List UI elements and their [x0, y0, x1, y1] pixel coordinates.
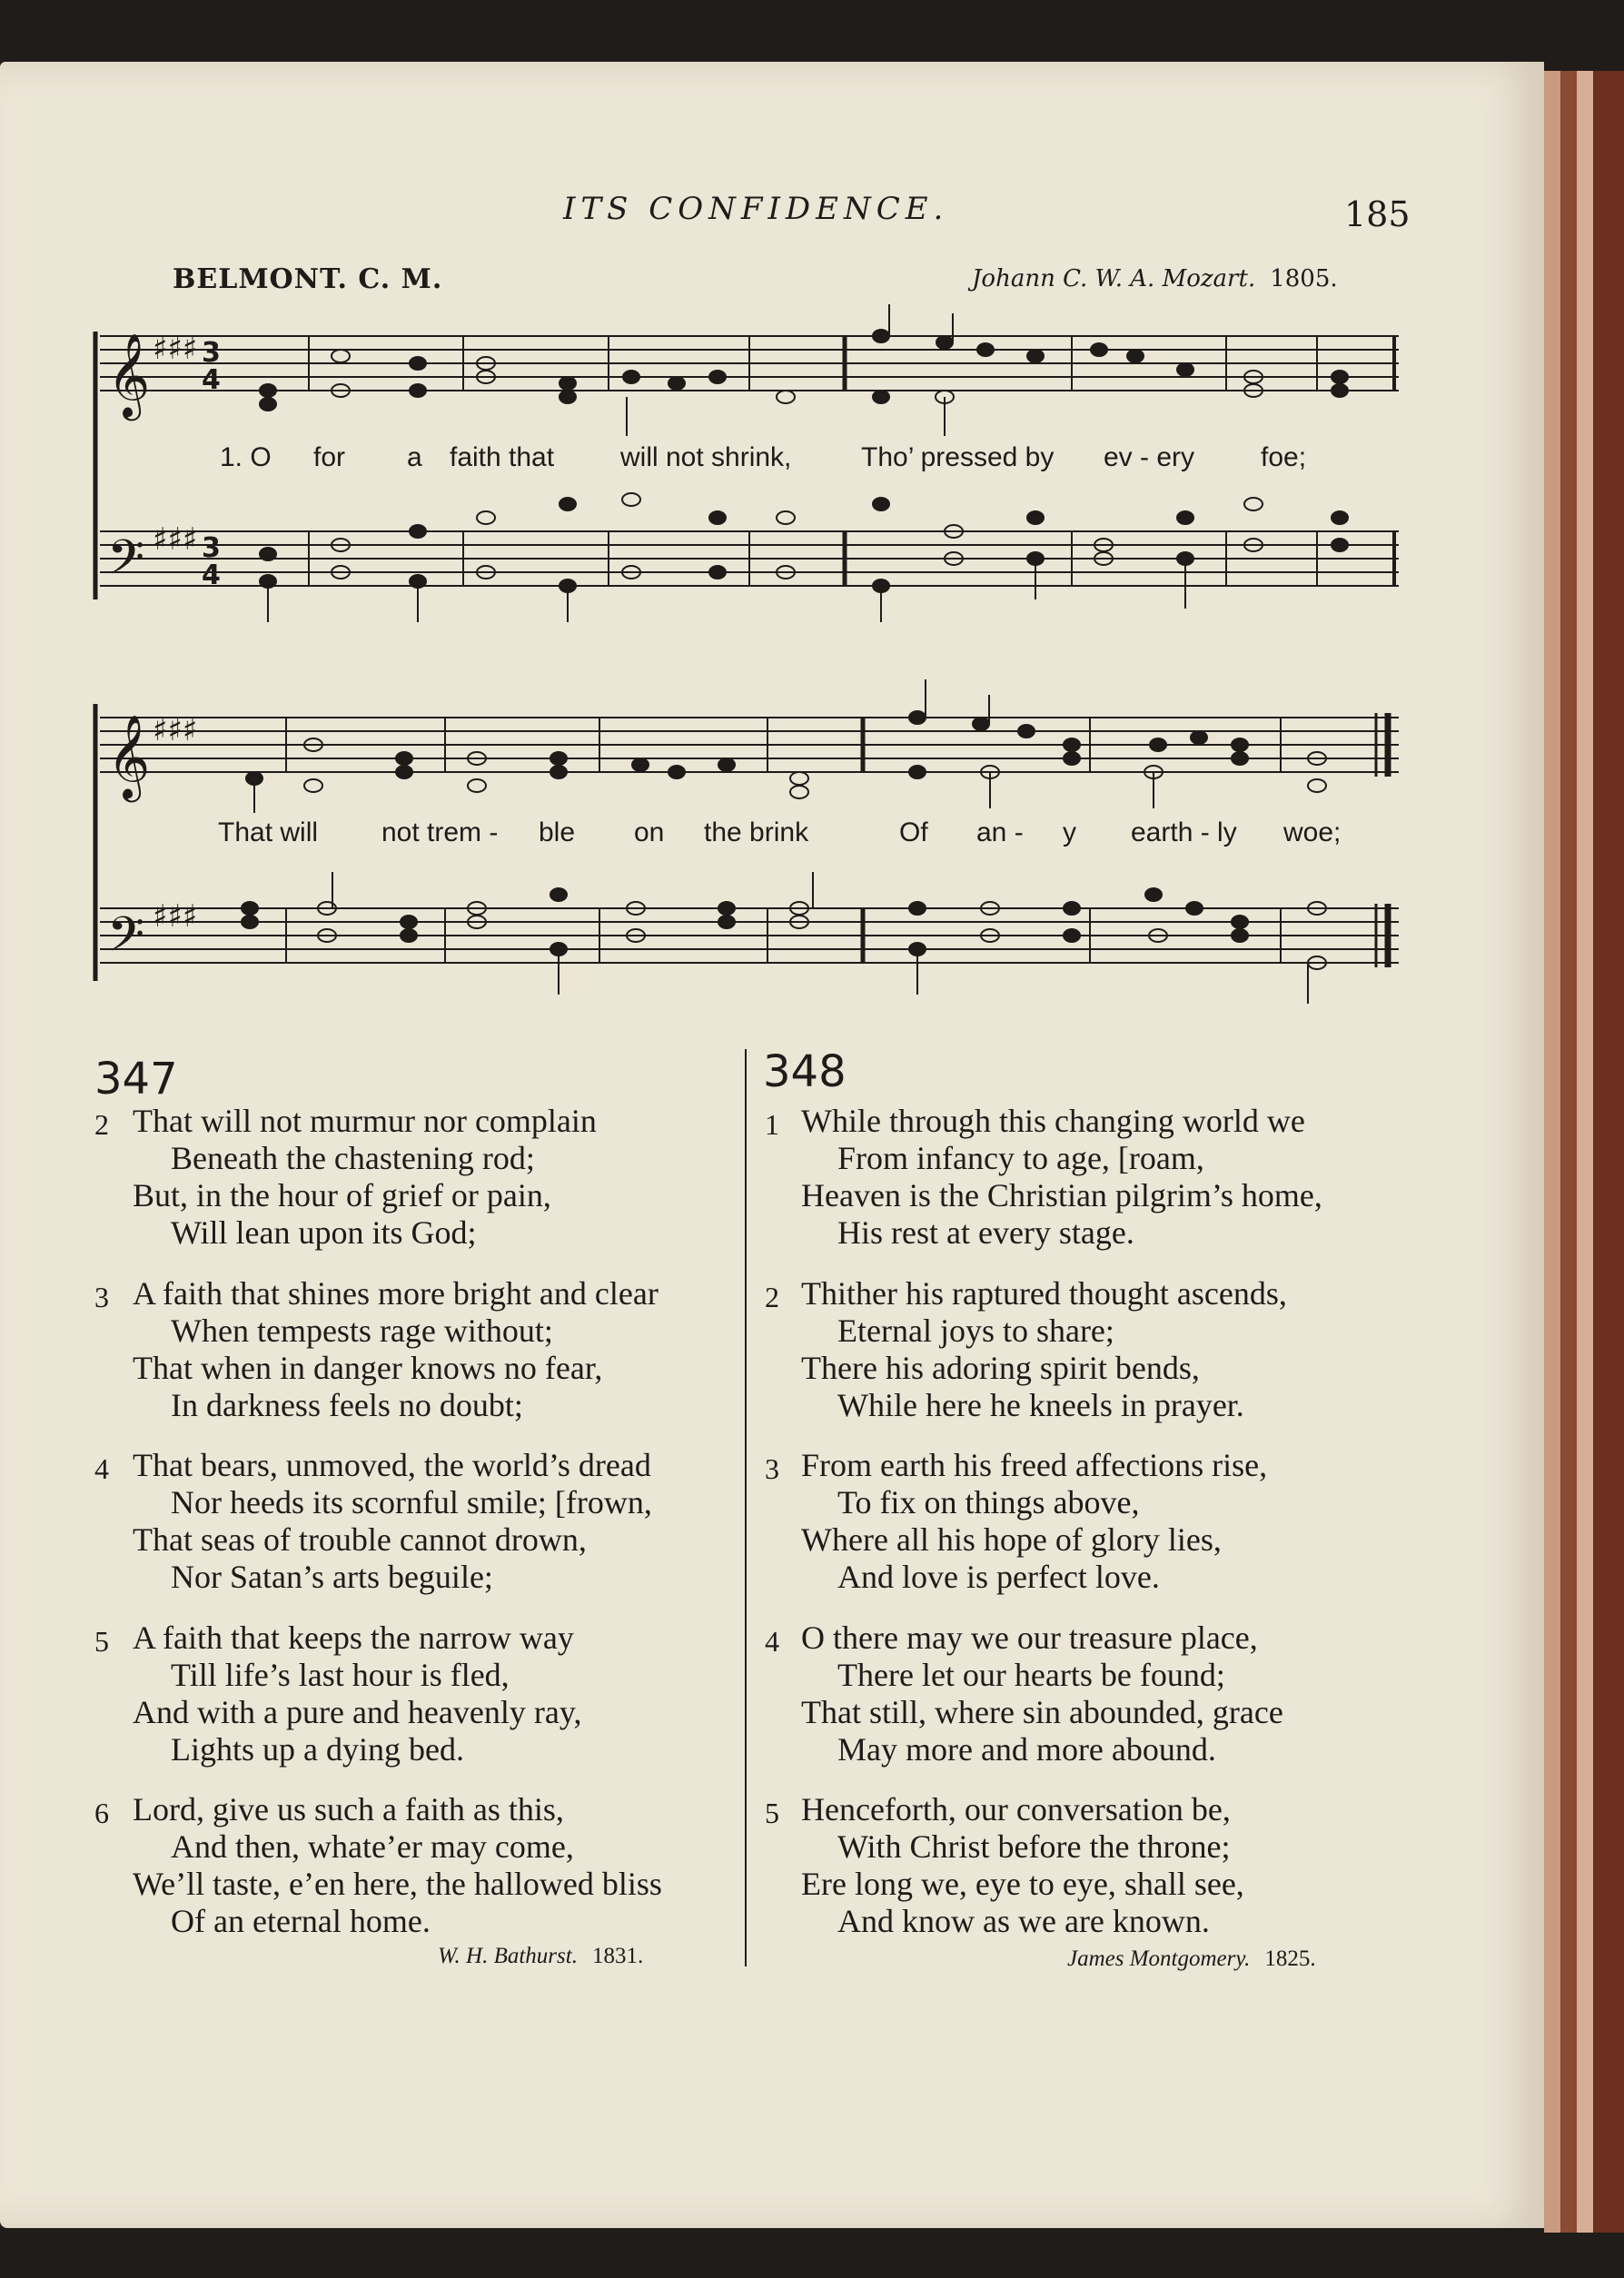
verse-line: Lights up a dying bed.: [171, 1731, 464, 1768]
key-signature: ♯♯♯: [153, 521, 198, 558]
treble-staff: [100, 718, 1399, 772]
lyric-syllable: an -: [976, 817, 1024, 847]
verse-line: Will lean upon its God;: [171, 1214, 477, 1251]
verse-line: And with a pure and heavenly ray,: [133, 1694, 582, 1730]
musical-score: [0, 291, 1544, 1017]
lyric-syllable: on: [634, 817, 665, 847]
key-signature: ♯♯♯: [153, 331, 198, 367]
verse-line: There his adoring spirit bends,: [801, 1350, 1200, 1386]
verse-line: Beneath the chastening rod;: [171, 1140, 535, 1176]
verse-line: Nor Satan’s arts beguile;: [171, 1559, 493, 1595]
verse-line: May more and more abound.: [837, 1731, 1216, 1768]
verse-line: Henceforth, our conversation be,: [801, 1791, 1231, 1827]
composer-year: 1805.: [1270, 265, 1338, 292]
treble-clef: 𝄞: [107, 714, 151, 798]
hymn-347-attribution: [438, 1944, 643, 1969]
year: 1825.: [1264, 1946, 1316, 1971]
bass-clef: 𝄢: [107, 530, 145, 598]
time-sig-bottom: 4: [202, 560, 221, 591]
hymn-number-348: 348: [763, 1046, 847, 1097]
verse-line: But, in the hour of grief or pain,: [133, 1177, 551, 1213]
treble-clef: 𝄞: [107, 332, 151, 417]
tune-composer: [972, 265, 1338, 292]
lyric-syllable: for: [313, 442, 346, 472]
author: James Montgomery.: [1067, 1946, 1251, 1971]
lyric-syllable: y: [1063, 817, 1076, 847]
lyric-syllable: earth - ly: [1131, 817, 1237, 847]
stanza-number: 3: [94, 1281, 109, 1313]
year: 1831.: [591, 1944, 644, 1968]
lyric-syllable: Of: [899, 817, 928, 847]
verse-line: Eternal joys to share;: [837, 1312, 1114, 1349]
verse-line: From earth his freed affections rise,: [801, 1447, 1268, 1483]
stanza-number: 3: [765, 1452, 779, 1485]
verse-line: There let our hearts be found;: [837, 1657, 1225, 1693]
lyric-syllable: woe;: [1283, 817, 1342, 847]
stanza-number: 4: [765, 1625, 779, 1658]
verse-line: His rest at every stage.: [837, 1214, 1134, 1251]
verse-line: From infancy to age, [roam,: [837, 1140, 1204, 1176]
verse-line: That will not murmur nor complain: [133, 1103, 597, 1139]
verse-line: A faith that shines more bright and clear: [133, 1275, 659, 1312]
composer-name: Johann C. W. A. Mozart.: [972, 265, 1256, 292]
lyric-syllable: will not shrink,: [620, 442, 792, 472]
stanza-number: 2: [94, 1108, 109, 1141]
verse-line: Of an eternal home.: [171, 1903, 431, 1939]
verse-line: With Christ before the throne;: [837, 1828, 1231, 1865]
key-signature: ♯♯♯: [153, 898, 198, 935]
stanza-number: 4: [94, 1452, 109, 1485]
verse-line: Where all his hope of glory lies,: [801, 1521, 1222, 1558]
verse-line: To fix on things above,: [837, 1484, 1140, 1520]
lyric-syllable: the brink: [704, 817, 809, 847]
verse-line: Ere long we, eye to eye, shall see,: [801, 1866, 1244, 1902]
verse-line: While through this changing world we: [801, 1103, 1305, 1139]
treble-notes: [246, 679, 1326, 813]
time-sig-bottom: 4: [202, 364, 221, 396]
verse-line: We’ll taste, e’en here, the hallowed bliss: [133, 1866, 662, 1902]
stanza-number: 2: [765, 1281, 779, 1313]
bass-clef: 𝄢: [107, 907, 145, 975]
lyric-syllable: Tho’ pressed by: [861, 442, 1055, 472]
author: W. H. Bathurst.: [438, 1944, 578, 1968]
clefs: [107, 331, 221, 598]
lyric-syllable: ble: [539, 817, 576, 847]
lyric-syllable: a: [407, 442, 422, 472]
verse-line: In darkness feels no doubt;: [171, 1387, 523, 1423]
page-number: 185: [1344, 194, 1411, 234]
verse-line: That bears, unmoved, the world’s dread: [133, 1447, 651, 1483]
verse-line: Till life’s last hour is fled,: [171, 1657, 510, 1693]
lyric-syllable: That will: [218, 817, 319, 847]
verse-line: And know as we are known.: [837, 1903, 1210, 1939]
tune-name: BELMONT. C. M.: [173, 263, 443, 295]
key-signature: ♯♯♯: [153, 712, 198, 748]
running-title: ITS CONFIDENCE.: [563, 191, 949, 227]
book-cover-edge: [1593, 71, 1624, 2233]
column-divider: [745, 1049, 747, 1966]
verse-line: Nor heeds its scornful smile; [frown,: [171, 1484, 652, 1520]
stanza-number: 5: [94, 1625, 109, 1658]
time-sig-top: 3: [202, 337, 221, 369]
hymn-number-347: 347: [94, 1054, 178, 1104]
stanza-number: 1: [765, 1108, 779, 1141]
page-edge: [1577, 71, 1593, 2233]
bass-staff: [100, 908, 1399, 963]
verse-line: Heaven is the Christian pilgrim’s home,: [801, 1177, 1322, 1213]
lyric-syllable: foe;: [1261, 442, 1307, 472]
verse-line: That seas of trouble cannot drown,: [133, 1521, 587, 1558]
verse-line: That still, where sin abounded, grace: [801, 1694, 1283, 1730]
verse-line: That when in danger knows no fear,: [133, 1350, 603, 1386]
verse-line: O there may we our treasure place,: [801, 1619, 1258, 1656]
verse-line: While here he kneels in prayer.: [837, 1387, 1244, 1423]
verse-line: When tempests rage without;: [171, 1312, 553, 1349]
stanza-number: 6: [94, 1797, 109, 1829]
page-edge: [1544, 71, 1560, 2233]
lyric-syllable: faith that: [450, 442, 555, 472]
verse-line: A faith that keeps the narrow way: [133, 1619, 574, 1656]
verse-line: And then, whate’er may come,: [171, 1828, 574, 1865]
lyric-syllable: ev - ery: [1104, 442, 1195, 472]
page-edge: [1560, 71, 1577, 2233]
verse-line: Lord, give us such a faith as this,: [133, 1791, 564, 1827]
lyric-syllable: not trem -: [381, 817, 499, 847]
bass-notes: [242, 872, 1326, 1004]
verse-line: Thither his raptured thought ascends,: [801, 1275, 1287, 1312]
hymn-348-attribution: [1067, 1946, 1316, 1972]
stanza-number: 5: [765, 1797, 779, 1829]
verse-line: And love is perfect love.: [837, 1559, 1160, 1595]
treble-notes: [260, 304, 1348, 436]
lyric-syllable: 1. O: [220, 442, 272, 472]
time-sig-top: 3: [202, 532, 221, 564]
